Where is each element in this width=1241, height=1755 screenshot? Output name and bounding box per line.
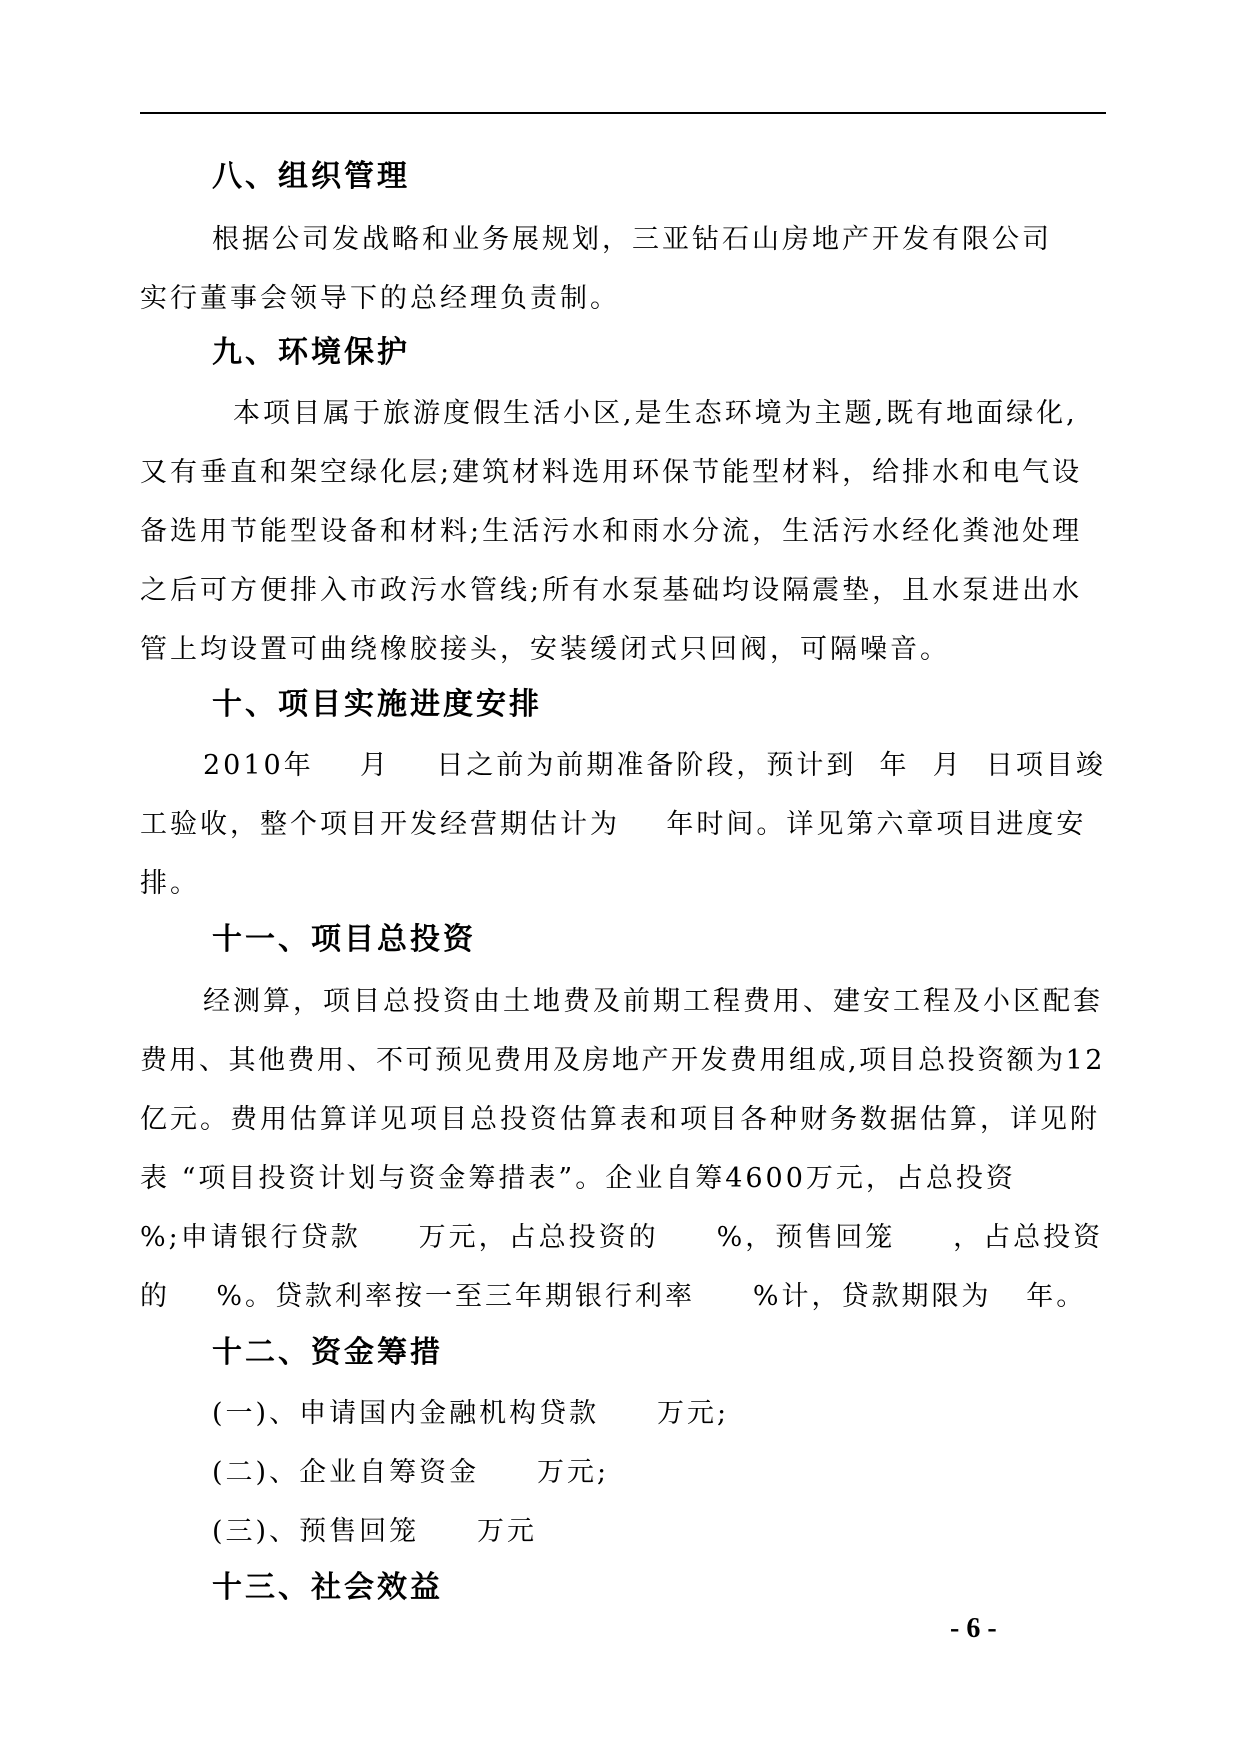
section-10-line: 2010年 月 日之前为前期准备阶段，预计到 年 月 日项目竣 <box>203 750 1106 781</box>
section-10-heading: 十、项目实施进度安排 <box>212 687 542 722</box>
section-8-line: 实行董事会领导下的总经理负责制。 <box>140 283 620 314</box>
page-number: - 6 - <box>950 1613 997 1644</box>
section-13-heading: 十三、社会效益 <box>212 1570 443 1605</box>
section-9-line: 管上均设置可曲绕橡胶接头，安装缓闭式只回阀，可隔噪音。 <box>140 634 950 665</box>
section-11-line: 表 “项目投资计划与资金筹措表”。企业自筹4600万元，占总投资 <box>140 1163 1016 1194</box>
section-11-line: 费用、其他费用、不可预见费用及房地产开发费用组成,项目总投资额为12 <box>140 1045 1105 1076</box>
section-8-heading: 八、组织管理 <box>212 159 410 194</box>
section-9-line: 之后可方便排入市政污水管线;所有水泵基础均设隔震垫，且水泵进出水 <box>140 575 1083 606</box>
section-12-line: (二)、企业自筹资金 万元; <box>212 1457 610 1488</box>
section-11-heading: 十一、项目总投资 <box>212 922 476 957</box>
section-9-heading: 九、环境保护 <box>212 335 410 370</box>
section-11-line: 的 %。贷款利率按一至三年期银行利率 %计，贷款期限为 年。 <box>140 1281 1087 1312</box>
section-12-heading: 十二、资金筹措 <box>212 1335 443 1370</box>
section-10-line: 排。 <box>140 868 200 899</box>
section-8-line: 根据公司发战略和业务展规划，三亚钻石山房地产开发有限公司 <box>212 224 1052 255</box>
section-10-line: 工验收，整个项目开发经营期估计为 年时间。详见第六章项目进度安 <box>140 809 1087 840</box>
section-11-line: 亿元。费用估算详见项目总投资估算表和项目各种财务数据估算，详见附 <box>140 1104 1100 1135</box>
section-9-line: 又有垂直和架空绿化层;建筑材料选用环保节能型材料，给排水和电气设 <box>140 457 1083 488</box>
header-rule <box>140 112 1106 114</box>
section-12-line: (三)、预售回笼 万元 <box>212 1516 537 1547</box>
section-12-line: (一)、申请国内金融机构贷款 万元; <box>212 1398 730 1429</box>
section-9-line: 备选用节能型设备和材料;生活污水和雨水分流，生活污水经化粪池处理 <box>140 516 1083 547</box>
section-9-line: 本项目属于旅游度假生活小区,是生态环境为主题,既有地面绿化, <box>233 398 1078 429</box>
section-11-line: %;申请银行贷款 万元，占总投资的 %，预售回笼 ，占总投资 <box>140 1222 1104 1253</box>
section-11-line: 经测算，项目总投资由土地费及前期工程费用、建安工程及小区配套 <box>203 986 1103 1017</box>
